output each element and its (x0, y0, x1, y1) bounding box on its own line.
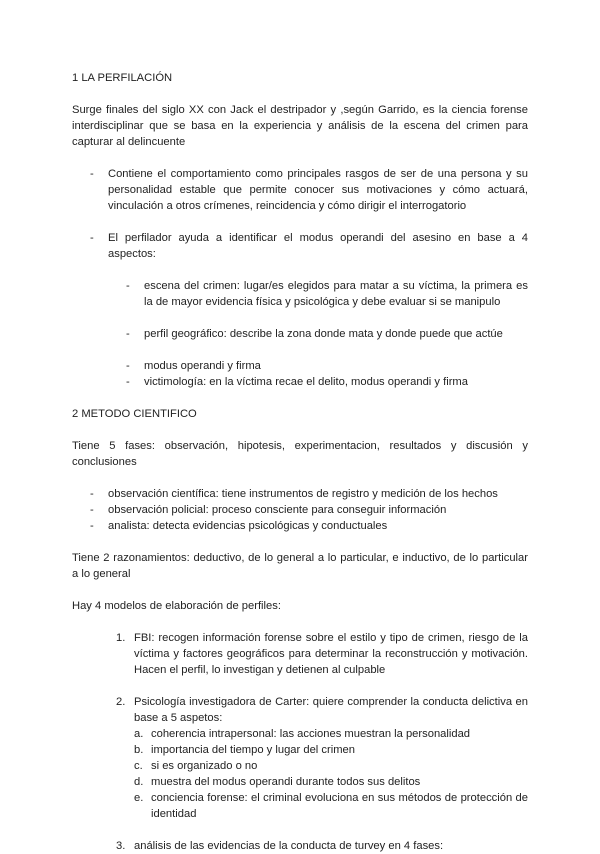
letter-marker: d. (134, 776, 144, 788)
list-item (72, 358, 528, 374)
aspect-text: perfil geográfico: describe la zona donde mata y donde puede que actúe (144, 328, 503, 340)
letter-marker: a. (134, 728, 144, 740)
dash-marker: - (90, 504, 94, 516)
model-text: análisis de las evidencias de la conducta de turvey en 4 fases: (134, 840, 444, 852)
carter-aspect-text: importancia del tiempo y lugar del crimen (151, 744, 355, 756)
list-item (72, 502, 528, 518)
list-item (72, 518, 528, 534)
models-intro: Hay 4 modelos de elaboración de perfiles: (72, 600, 281, 612)
carter-aspect-text: coherencia intrapersonal: las acciones muestran la personalidad (151, 728, 471, 740)
list-item (72, 630, 528, 678)
list-item (72, 838, 528, 854)
carter-aspect-text: si es organizado o no (151, 760, 258, 772)
dash-marker: - (126, 360, 130, 372)
list-item (72, 758, 528, 774)
aspect-text: escena del crimen: lugar/es elegidos para matar a su víctima, la primera es la de mayor evidencia física y psicológica y debe evaluar si se manipulo (144, 280, 528, 308)
bullet-text: El perfilador ayuda a identificar el modus operandi del asesino en base a 4 aspectos: (108, 232, 528, 260)
observation-text: observación científica: tiene instrumentos de registro y medición de los hechos (108, 488, 498, 500)
model-text: FBI: recogen información forense sobre el estilo y tipo de crimen, riesgo de la víctima y factores geográficos para determinar la reconstrucción y motivación. Hacen el perfil, lo investigan y detienen al culpable (134, 632, 528, 676)
letter-marker: c. (134, 760, 143, 772)
carter-aspect-text: muestra del modus operandi durante todos sus delitos (151, 776, 421, 788)
bullet-text: Contiene el comportamiento como principales rasgos de ser de una persona y su personalidad estable que permite conocer sus motivaciones y cómo actuará, vinculación a otros crímenes, reincidencia y cómo dirigir el interrogatorio (108, 168, 528, 212)
number-marker: 1. (116, 632, 126, 644)
list-item (72, 774, 528, 790)
list-item (72, 374, 528, 390)
dash-marker: - (90, 520, 94, 532)
observation-text: analista: detecta evidencias psicológicas y conductuales (108, 520, 388, 532)
dash-marker: - (126, 376, 130, 388)
list-item (72, 278, 528, 310)
dash-marker: - (126, 280, 130, 292)
number-marker: 2. (116, 696, 126, 708)
dash-marker: - (90, 168, 94, 180)
list-item (72, 486, 528, 502)
aspect-text: victimología: en la víctima recae el delito, modus operandi y firma (144, 376, 468, 388)
list-item (72, 790, 528, 822)
list-item (72, 726, 528, 742)
section2-heading: 2 METODO CIENTIFICO (72, 408, 197, 420)
carter-aspect-text: conciencia forense: el criminal evoluciona en sus métodos de protección de identidad (151, 792, 528, 820)
dash-marker: - (90, 488, 94, 500)
observation-text: observación policial: proceso consciente para conseguir información (108, 504, 447, 516)
aspect-text: modus operandi y firma (144, 360, 261, 372)
letter-marker: b. (134, 744, 144, 756)
section1-intro: Surge finales del siglo XX con Jack el destripador y ,según Garrido, es la ciencia forense interdisciplinar que se basa en la experiencia y análisis de la escena del crimen para capturar al delincuente (72, 104, 528, 148)
list-item (72, 166, 528, 214)
list-item (72, 326, 528, 342)
dash-marker: - (126, 328, 130, 340)
list-item (72, 742, 528, 758)
dash-marker: - (90, 232, 94, 244)
section1-heading: 1 LA PERFILACIÓN (72, 72, 173, 84)
list-item (72, 230, 528, 262)
reasoning-text: Tiene 2 razonamientos: deductivo, de lo general a lo particular, e inductivo, de lo particular a lo general (72, 552, 528, 580)
letter-marker: e. (134, 792, 144, 804)
list-item (72, 694, 528, 726)
phases-text: Tiene 5 fases: observación, hipotesis, experimentacion, resultados y discusión y conclusiones (72, 440, 528, 468)
model-text: Psicología investigadora de Carter: quiere comprender la conducta delictiva en base a 5 aspetos: (134, 696, 528, 724)
number-marker: 3. (116, 840, 126, 852)
